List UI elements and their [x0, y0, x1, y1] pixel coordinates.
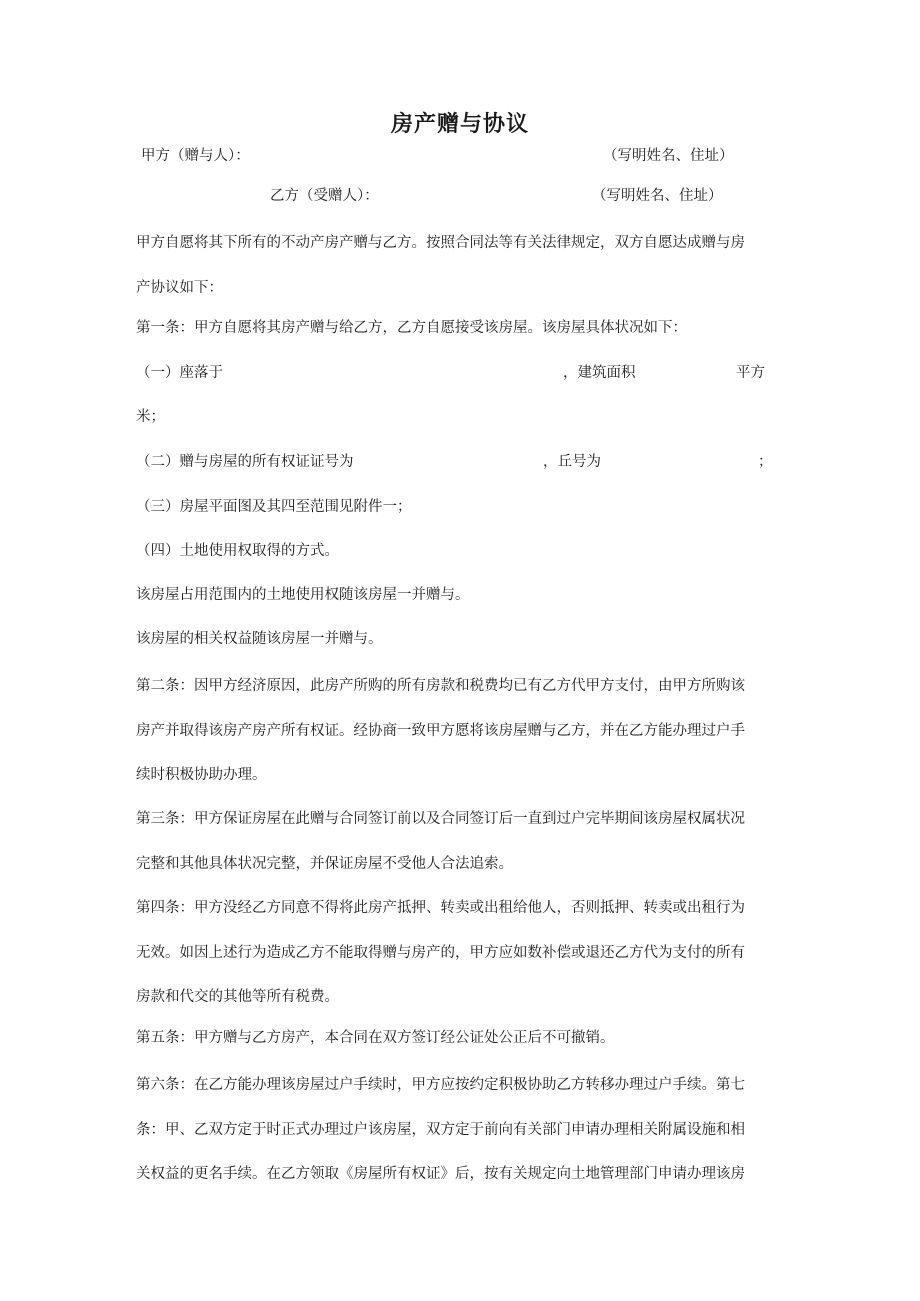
item-1-area-label: ，建筑面积 [563, 365, 636, 381]
article-6-line-2: 条：甲、乙双方定于时正式办理过户该房屋，双方定于前向有关部门申请办理相关附属设施和相 [136, 1121, 745, 1138]
item-3: （三）房屋平面图及其四至范围见附件一； [136, 499, 412, 515]
article-6-line-1: 第六条：在乙方能办理该房屋过户手续时，甲方应按约定积极协助乙方转移办理过户手续。第七 [136, 1077, 745, 1093]
item-1-unit-tail: 米； [136, 409, 165, 425]
item-2-lot-label: ，丘号为 [543, 454, 601, 470]
item-1-unit: 平方 [736, 365, 765, 381]
item-1-location: （一）座落于 [136, 365, 223, 381]
article-6-line-3: 关权益的更名手续。在乙方领取《房屋所有权证》后，按有关规定向土地管理部门申请办理该房 [136, 1166, 745, 1182]
article-5: 第五条：甲方赠与乙方房产，本合同在双方签订经公证处公正后不可撤销。 [136, 1030, 615, 1046]
article-4-line-3: 房款和代交的其他等所有税费。 [136, 989, 339, 1005]
intro-paragraph [136, 221, 788, 310]
article-2-line-3: 续时积极协助办理。 [136, 767, 267, 783]
rights-note: 该房屋的相关权益随该房屋一并赠与。 [136, 631, 383, 647]
article-2 [136, 664, 788, 798]
article-4-line-1: 第四条：甲方没经乙方同意不得将此房产抵押、转卖或出租给他人，否则抵押、转卖或出租行为 [136, 900, 745, 916]
party-b-label: 乙方（受赠人）： [270, 188, 379, 204]
article-6 [136, 1063, 788, 1197]
article-3-line-2: 完整和其他具体状况完整，并保证房屋不受他人合法追索。 [136, 855, 513, 872]
article-2-line-1: 第二条：因甲方经济原因，此房产所购的所有房款和税费均已有乙方代甲方支付，由甲方所购该 [136, 678, 745, 694]
article-3-line-1: 第三条：甲方保证房屋在此赠与合同签订前以及合同签订后一直到过户完毕期间该房屋权属状况 [136, 811, 745, 827]
article-3 [136, 797, 788, 886]
article-1: 第一条：甲方自愿将其房产赠与给乙方，乙方自愿接受该房屋。该房屋具体状况如下： [136, 320, 687, 336]
party-a-note: （写明姓名、住址） [603, 148, 734, 164]
article-4 [136, 886, 788, 1020]
document-title: 房产赠与协议 [390, 112, 529, 137]
item-2-end: ； [758, 454, 773, 470]
land-use-note: 该房屋占用范围内的土地使用权随该房屋一并赠与。 [136, 587, 470, 603]
intro-line-1: 甲方自愿将其下所有的不动产房产赠与乙方。按照合同法等有关法律规定，双方自愿达成赠与房 [136, 235, 745, 251]
party-a-label: 甲方（赠与人）： [141, 148, 250, 164]
item-4: （四）土地使用权取得的方式。 [136, 543, 339, 559]
article-4-line-2: 无效。如因上述行为造成乙方不能取得赠与房产的，甲方应如数补偿或退还乙方代为支付的所有 [136, 944, 745, 961]
intro-line-2: 产协议如下： [136, 279, 223, 296]
party-b-note: （写明姓名、住址） [592, 188, 723, 204]
item-2-cert-label: （二）赠与房屋的所有权证证号为 [136, 454, 354, 470]
article-2-line-2: 房产并取得该房产房产所有权证。经协商一致甲方愿将该房屋赠与乙方，并在乙方能办理过户手 [136, 722, 745, 739]
